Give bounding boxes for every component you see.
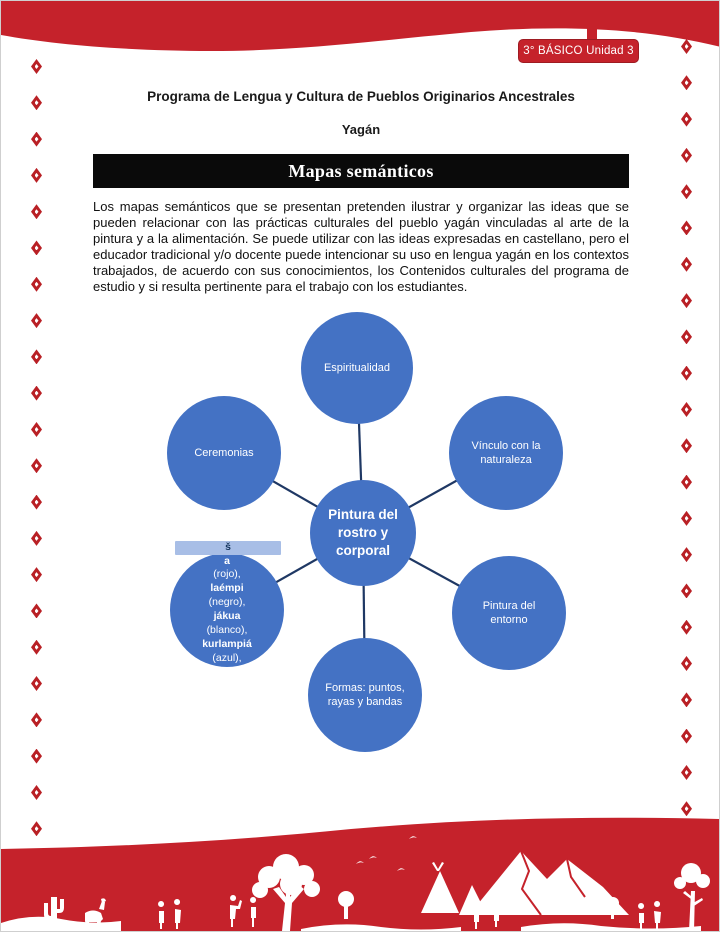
colores-segment: aralampia xyxy=(202,665,252,678)
program-title: Programa de Lengua y Cultura de Pueblos Originarios Ancestrales xyxy=(147,89,575,104)
colores-segment: laémpi xyxy=(210,582,244,595)
footer-illustration xyxy=(1,811,720,931)
node-entorno-label: Pintura del entorno xyxy=(482,599,536,626)
node-vinculo-label: Vínculo con la naturaleza xyxy=(471,439,541,466)
language-subtitle: Yagán xyxy=(341,122,381,137)
colores-segment: (blanco), xyxy=(206,623,248,636)
intro-paragraph: Los mapas semánticos que se presentan pretenden ilustrar y organizar las ideas que se pueden relacionar con las prácticas culturales del pueblo yagán vinculadas al arte de la pintura y a la alimentación. Se puede utilizar con las ideas expresadas en castellano, pero el educador tradicional y/o docente puede intencionar su uso en lengua yagán en los contextos trabajados, de acuerdo con sus conocimientos, los Contenidos culturales del programa de estudio y si resulta pertinente para el trabajo con los estudiantes. xyxy=(93,199,629,294)
section-title: Mapas semánticos xyxy=(288,160,434,181)
colores-segment: jákua xyxy=(213,610,241,622)
colores-segment: š xyxy=(175,541,281,555)
node-pintura-entorno xyxy=(452,556,566,670)
unit-badge-label: 3° BÁSICO Unidad 3 xyxy=(523,45,634,57)
node-colores xyxy=(170,526,284,692)
colores-segment: (azul), xyxy=(212,651,242,664)
node-espiritualidad xyxy=(301,312,413,424)
colores-segment: (negro), xyxy=(208,596,246,609)
colores-segment: (verde) xyxy=(210,679,244,692)
colores-segment: kurlampiá xyxy=(202,637,252,650)
colores-segment: Colores: lu xyxy=(199,526,255,539)
node-ceremonias-label: Ceremonias xyxy=(194,446,254,459)
colores-segment: (rojo), xyxy=(213,568,241,581)
node-central-pintura-rostro xyxy=(310,480,416,586)
semantic-map xyxy=(1,1,720,813)
node-formas-label: Formas: puntos, rayas y bandas xyxy=(325,681,405,708)
node-colores-label xyxy=(175,527,279,693)
node-ceremonias xyxy=(167,396,281,510)
node-espiritualidad-label: Espiritualidad xyxy=(323,361,391,374)
node-formas xyxy=(308,638,422,752)
node-vinculo-naturaleza xyxy=(449,396,563,510)
node-central-label: Pintura del rostro y corporal xyxy=(328,507,398,558)
colores-segment: a xyxy=(224,554,230,567)
